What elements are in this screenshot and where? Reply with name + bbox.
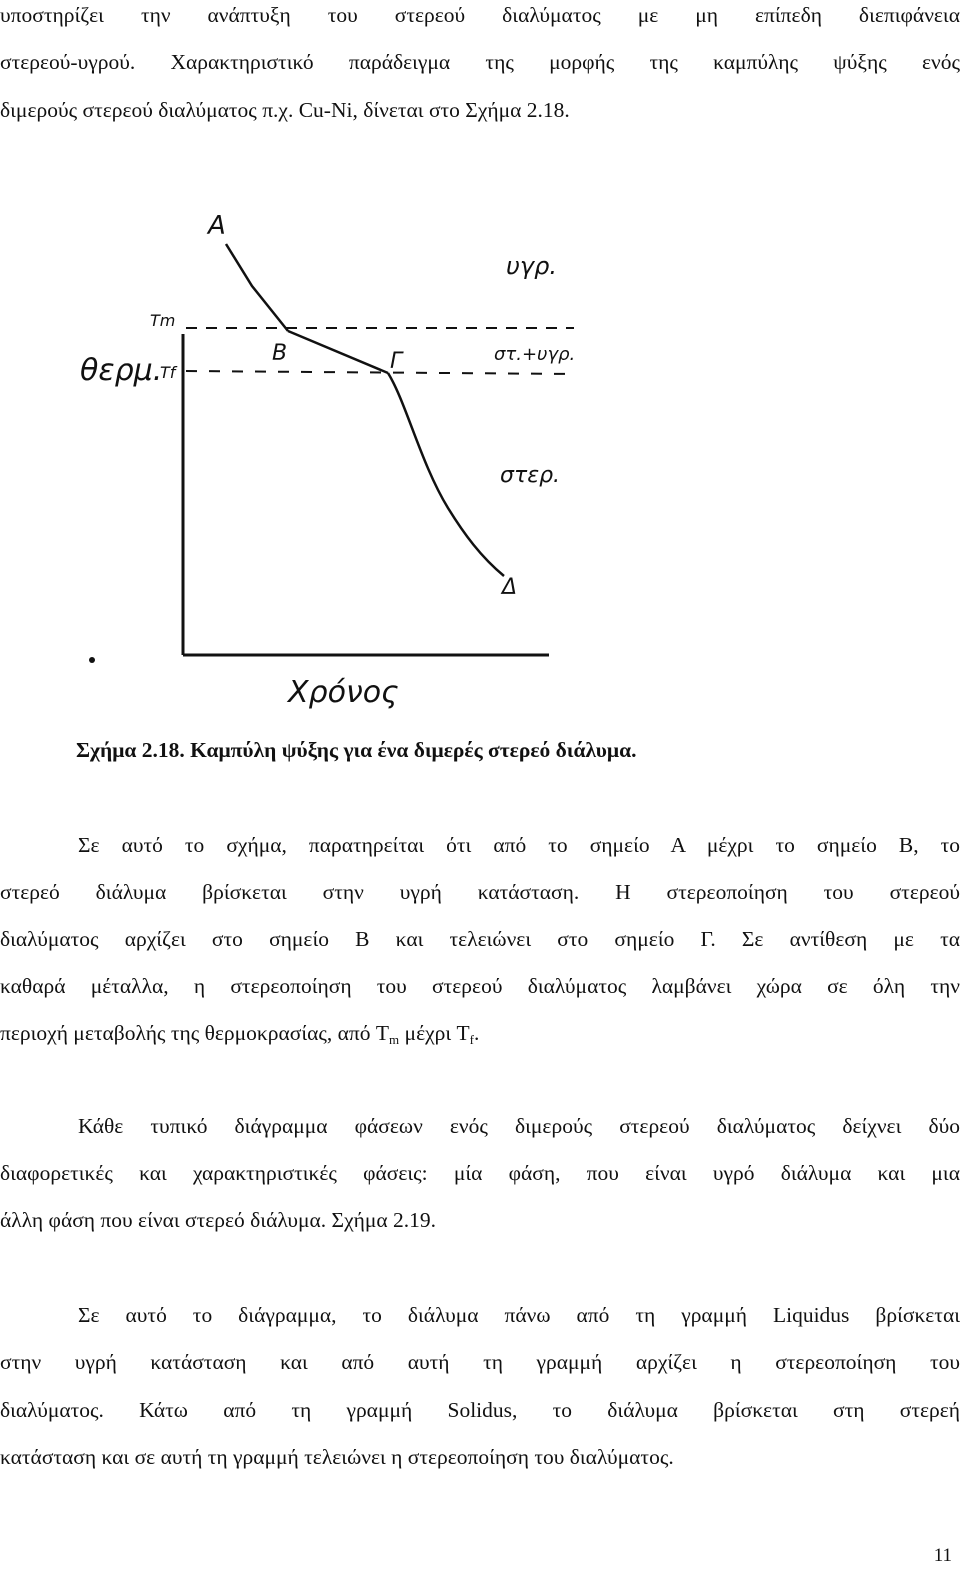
tf-label: Tf [160,363,176,382]
intro-line-3: διμερούς στερεού διαλύματος π.χ. Cu-Ni, δίνεται στο Σχήμα 2.18. [0,98,570,122]
p2-line-1: Κάθε τυπικό διάγραμμα φάσεων ενός διμερούς στερεού διαλύματος δείχνει δύο [78,1114,960,1138]
cooling-curve-svg [76,182,592,720]
p1-line-3: διαλύματος αρχίζει στο σημείο Β και τελειώνει στο σημείο Γ. Σε αντίθεση με τα [0,927,960,951]
p3-line-4: κατάσταση και σε αυτή τη γραμμή τελειώνει η στερεοποίηση του διαλύματος. [0,1445,674,1469]
region-solid-label: στερ. [500,463,561,488]
region-liquid-label: υγρ. [506,252,557,280]
p2-line-3: άλλη φάση που είναι στερεό διάλυμα. Σχήμα 2.19. [0,1208,437,1232]
subscript-f: f [469,1032,475,1047]
tm-label: Tm [150,311,176,330]
point-d-label: Δ [502,575,518,600]
point-a-label: Α [208,211,226,241]
p3-line-1: Σε αυτό το διάγραμμα, το διάλυμα πάνω από τη γραμμή Liquidus βρίσκεται [78,1303,960,1327]
cooling-curve-figure [76,182,592,720]
p2-line-2: διαφορετικές και χαρακτηριστικές φάσεις: μία φάση, που είναι υγρό διάλυμα και μια [0,1161,960,1185]
p1-line-1: Σε αυτό το σχήμα, παρατηρείται ότι από το σημείο Α μέχρι το σημείο Β, το [78,833,960,857]
subscript-m: m [389,1032,400,1047]
p3-line-3: διαλύματος. Κάτω από τη γραμμή Solidus, το διάλυμα βρίσκεται στη στερεή [0,1398,960,1422]
p3-line-2: στην υγρή κατάσταση και από αυτή τη γραμμή αρχίζει η στερεοποίηση του [0,1350,960,1374]
region-mix-label: στ.+υγρ. [494,344,576,365]
p1-line-4: καθαρά μέταλλα, η στερεοποίηση του στερεού διαλύματος λαμβάνει χώρα σε όλη την [0,974,960,998]
page-number: 11 [933,1545,952,1566]
y-axis-label: θερμ. [80,353,163,388]
p1-line-5-c: . [474,1021,480,1045]
point-b-label: Β [272,341,288,366]
point-g-label: Γ [390,349,403,374]
stray-dot [89,657,95,663]
intro-line-2: στερεού-υγρού. Χαρακτηριστικό παράδειγμα της μορφής της καμπύλης ψύξης ενός [0,50,960,74]
intro-line-1: υποστηρίζει την ανάπτυξη του στερεού διαλύματος με μη επίπεδη διεπιφάνεια [0,3,960,27]
x-axis-label: Χρόνος [288,675,399,710]
p1-line-5-b: μέχρι T [399,1021,470,1045]
p1-line-5-a: περιοχή μεταβολής της θερμοκρασίας, από T [0,1021,390,1045]
figure-caption: Σχήμα 2.18. Καμπύλη ψύξης για ένα διμερές στερεό διάλυμα. [76,738,637,762]
p1-line-2: στερεό διάλυμα βρίσκεται στην υγρή κατάσταση. Η στερεοποίηση του στερεού [0,880,960,904]
p1-line-5 [0,1020,960,1046]
